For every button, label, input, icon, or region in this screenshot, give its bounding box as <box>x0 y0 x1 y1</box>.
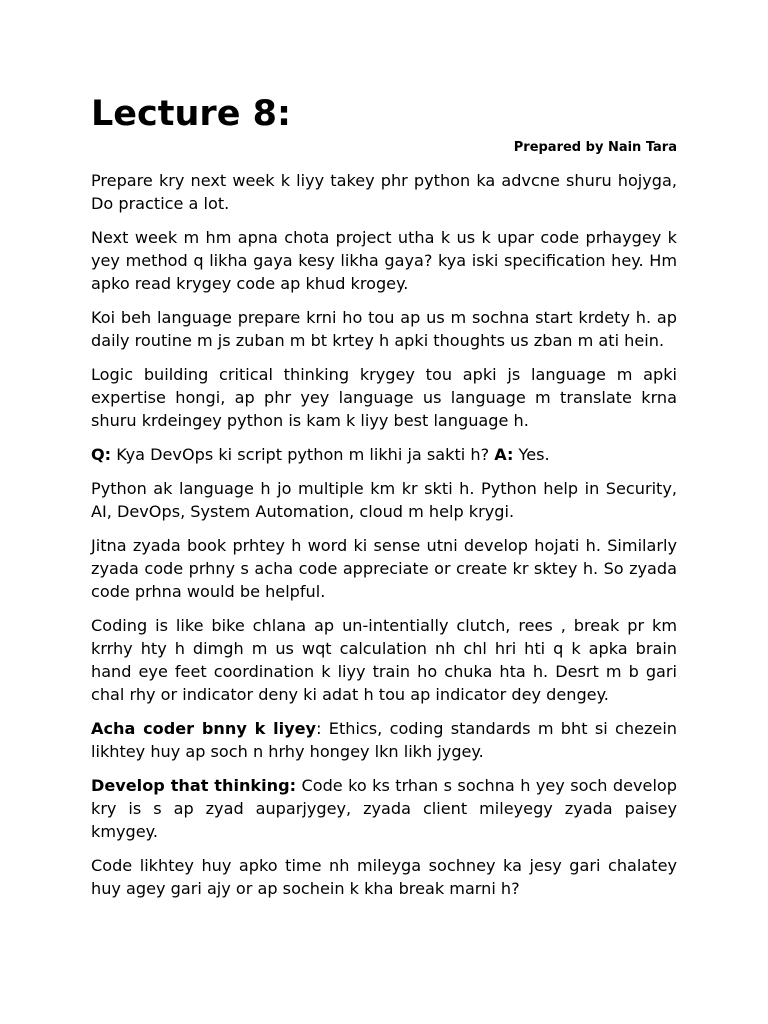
paragraph <box>91 717 677 763</box>
author-line: Prepared by Nain Tara <box>513 140 677 155</box>
paragraph-text: Jitna zyada book prhtey h word ki sense utni develop hojati h. Similarly zyada code prhny s acha code appreciate or create kr sktey h. So zyada code prhna would be helpful. <box>91 536 677 601</box>
question-text: Kya DevOps ki script python m likhi ja sakti h? <box>111 445 495 464</box>
answer-text: Yes. <box>513 445 550 464</box>
paragraph <box>91 854 677 900</box>
paragraph-text: Koi beh language prepare krni ho tou ap us m sochna start krdety h. ap daily routine m js zuban m bt krtey h apki thoughts us zban m ati hein. <box>91 308 677 350</box>
qa-paragraph <box>91 443 677 466</box>
paragraph-text: Logic building critical thinking krygey tou apki js language m apki expertise hongi, ap phr yey language us language m translate krna shuru krdeingey python is kam k liyy best language h. <box>91 365 677 430</box>
paragraph-text: Code likhtey huy apko time nh mileyga sochney ka jesy gari chalatey huy agey gari ajy or ap sochein k kha break marni h? <box>91 856 677 898</box>
paragraph <box>91 614 677 706</box>
paragraph-text: Next week m hm apna chota project utha k us k upar code prhaygey k yey method q likha gaya kesy likha gaya? kya iski specification hey. Hm apko read krygey code ap khud krogey. <box>91 228 677 293</box>
lecture-title: Lecture 8: <box>91 94 291 134</box>
paragraph-text: Python ak language h jo multiple km kr skti h. Python help in Security, AI, DevOps, System Automation, cloud m help krygi. <box>91 479 677 521</box>
paragraph <box>91 774 677 843</box>
paragraph-lead: Develop that thinking: <box>91 776 297 795</box>
question-label: Q: <box>91 445 112 464</box>
paragraph <box>91 306 677 352</box>
paragraph-lead: Acha coder bnny k liyey <box>91 719 317 738</box>
paragraph <box>91 534 677 603</box>
paragraph <box>91 477 677 523</box>
paragraph-text: Prepare kry next week k liyy takey phr python ka advcne shuru hojyga, Do practice a lot. <box>91 171 677 213</box>
paragraph <box>91 169 677 215</box>
paragraph-text: : Ethics, coding standards m bht si chezein likhtey huy ap soch n hrhy hongey lkn likh jygey. <box>91 719 677 761</box>
paragraph <box>91 226 677 295</box>
paragraph-text: Code ko ks trhan s sochna h yey soch develop kry is s ap zyad auparjygey, zyada client mileyegy zyada paisey kmygey. <box>91 776 677 841</box>
paragraph <box>91 363 677 432</box>
document-page <box>91 92 677 911</box>
paragraph-text: Coding is like bike chlana ap un-intentially clutch, rees , break pr km krrhy hty h dimgh m us wqt calculation nh chl hri hti q k apka brain hand eye feet coordination k liyy train ho chuka hta h. Desrt m b gari chal rhy or indicator deny ki adat h tou ap indicator dey dengey. <box>91 616 677 704</box>
answer-label: A: <box>494 445 514 464</box>
